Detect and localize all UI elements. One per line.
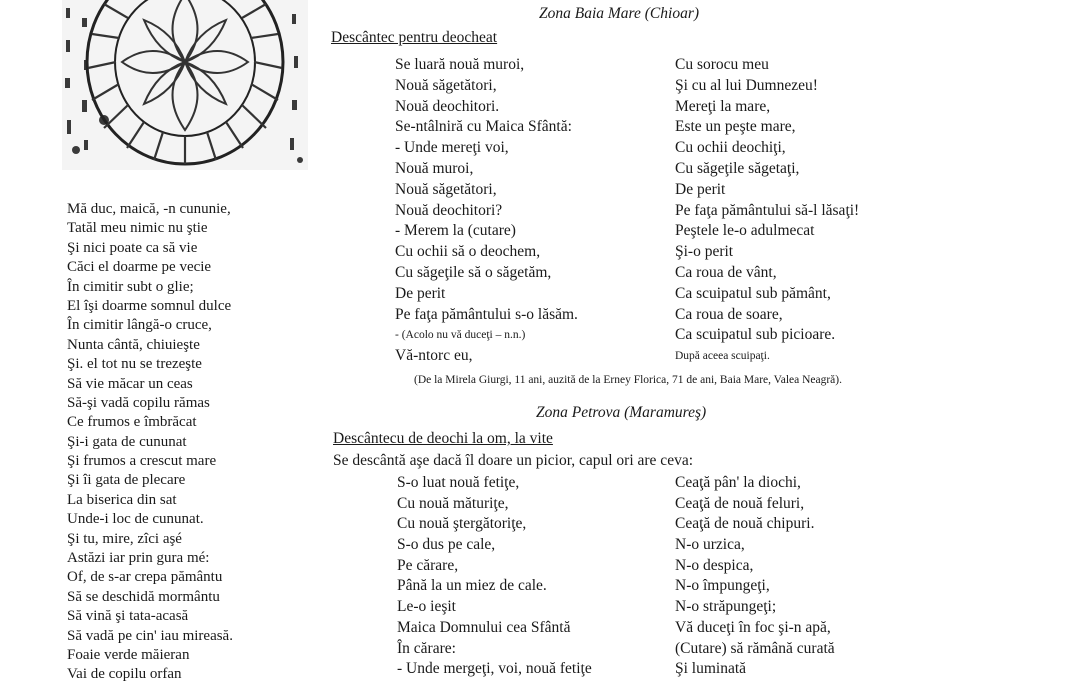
verse-line: S-o dus pe cale, — [397, 536, 496, 554]
verse-line: Nouă muroi, — [395, 159, 474, 177]
poem-line: Şi-i gata de cununat — [67, 433, 187, 450]
verse-line: Maica Domnului cea Sfântă — [397, 618, 571, 636]
poem-line: Ce frumos e îmbrăcat — [67, 414, 197, 431]
verse-line: Vă-ntorc eu, — [395, 347, 473, 365]
verse-line: - Unde mergeţi, voi, nouă fetiţe — [397, 660, 592, 678]
poem-line: Şi tu, mire, zîci aşé — [67, 530, 182, 547]
poem-line: Şi îi gata de plecare — [67, 472, 186, 489]
verse-line: (Cutare) să rămână curată — [675, 639, 835, 657]
verse-line: Ceaţă pân' la diochi, — [675, 474, 801, 491]
charm-column-right — [675, 55, 859, 367]
verse-line: Cu ochii deochiţi, — [675, 139, 786, 157]
poem-line: Unde-i loc de cununat. — [67, 511, 204, 528]
verse-line: N-o urzica, — [675, 536, 745, 554]
charm2-column-right — [675, 473, 835, 680]
wedding-poem — [67, 200, 327, 685]
poem-line: Astăzi iar prin gura mé: — [67, 550, 210, 567]
poem-line: Of, de s-ar crepa pământu — [67, 569, 223, 586]
poem-line: Tatăl meu nimic nu ştie — [67, 220, 208, 237]
verse-line: S-o luat nouă fetiţe, — [397, 474, 520, 491]
carved-rosette-ornament — [62, 0, 308, 170]
poem-line: Să vie măcar un ceas — [67, 375, 193, 392]
verse-line: Nouă deochitori. — [395, 97, 500, 115]
poem-line: Mă duc, maică, -n cununie, — [67, 201, 231, 217]
poem-line: Căci el doarme pe vecie — [67, 259, 212, 276]
verse-line: Ca scuipatul sub picioare. — [675, 326, 836, 344]
poem-line: Şi frumos a crescut mare — [67, 453, 217, 470]
poem-line: Şi. el tot nu se trezeşte — [67, 356, 202, 373]
verse-line: Până la un miez de cale. — [397, 577, 547, 595]
verse-line: Este un peşte mare, — [675, 118, 796, 136]
poem-line: El îşi doarme somnul dulce — [67, 297, 232, 314]
verse-line: Cu nouă ştergătoriţe, — [397, 515, 527, 533]
verse-line: - (Acolo nu vă duceţi – n.n.) — [395, 329, 526, 342]
verse-line: - Unde mereţi voi, — [395, 139, 509, 157]
section-title-deocheat: Descântec pentru deocheat — [331, 29, 498, 46]
verse-line: În cărare: — [397, 639, 456, 657]
verse-line: După aceea scuipaţi. — [675, 350, 770, 363]
poem-line: Şi nici poate ca să vie — [67, 239, 198, 256]
poem-line: Să vină şi tata-acasă — [67, 608, 189, 625]
verse-line: Pe cărare, — [397, 556, 459, 574]
poem-line: Vai de copilu orfan — [67, 666, 182, 683]
verse-line: N-o străpungeţi; — [675, 598, 777, 616]
verse-line: Nouă săgetători, — [395, 76, 497, 94]
verse-line: N-o despica, — [675, 556, 754, 574]
verse-line: Peştele le-o adulmecat — [675, 222, 815, 240]
charm2-column-left — [397, 473, 592, 680]
verse-line: Ceaţă de nouă feluri, — [675, 494, 805, 512]
verse-line: Pe faţa pământului să-l lăsaţi! — [675, 201, 860, 219]
verse-line: Ca roua de vânt, — [675, 263, 777, 281]
poem-line: Foaie verde măieran — [67, 646, 190, 663]
section-title-deochi-om-vite: Descântecu de deochi la om, la vite — [333, 430, 553, 447]
poem-line: În cimitir subt o glie; — [67, 278, 194, 295]
verse-line: Şi luminată — [675, 660, 747, 678]
verse-line: - Merem la (cutare) — [395, 222, 516, 240]
verse-line: Nouă săgetători, — [395, 180, 497, 198]
verse-line: De perit — [395, 284, 446, 302]
verse-line: Cu săgeţile să o săgetăm, — [395, 263, 552, 281]
verse-line: Cu ochii să o deochem, — [395, 243, 541, 261]
verse-line: Ceaţă de nouă chipuri. — [675, 515, 815, 533]
charm-column-left — [395, 55, 578, 367]
poem-line: La biserica din sat — [67, 491, 177, 508]
verse-line: Pe faţa pământului s-o lăsăm. — [395, 305, 578, 323]
verse-line: Şi cu al lui Dumnezeu! — [675, 76, 818, 94]
verse-line: Cu săgeţile săgetaţi, — [675, 159, 800, 177]
zone-title-petrova: Zona Petrova (Maramureş) — [536, 404, 707, 421]
verse-line: De perit — [675, 180, 726, 198]
source-note: (De la Mirela Giurgi, 11 ani, auzită de la Erney Florica, 71 de ani, Baia Mare, Valea Neagră). — [414, 374, 842, 386]
poem-line: Să vadă pe cin' iau mireasă. — [67, 627, 233, 644]
verse-line: Şi-o perit — [675, 243, 734, 261]
section-intro: Se descântă aşe dacă îl doare un picior, capul ori are ceva: — [333, 452, 694, 469]
verse-line: Se-ntâlniră cu Maica Sfântă: — [395, 118, 572, 136]
verse-line: Nouă deochitori? — [395, 201, 503, 219]
verse-line: Se luară nouă muroi, — [395, 56, 525, 73]
poem-line: Nunta cântă, chiuieşte — [67, 336, 200, 353]
poem-line: Să-şi vadă copilu rămas — [67, 394, 210, 411]
verse-line: Ca scuipatul sub pământ, — [675, 284, 831, 302]
verse-line: Cu sorocu meu — [675, 56, 769, 73]
verse-line: Mereţi la mare, — [675, 97, 771, 115]
verse-line: Cu nouă măturiţe, — [397, 494, 509, 512]
poem-line: În cimitir lângă-o cruce, — [67, 317, 212, 334]
verse-line: Vă duceţi în foc şi-n apă, — [675, 618, 831, 636]
verse-line: Ca roua de soare, — [675, 305, 783, 323]
verse-line: Le-o ieşit — [397, 598, 456, 616]
verse-line: N-o împungeţi, — [675, 577, 770, 595]
poem-line: Să se deschidă mormântu — [67, 588, 220, 605]
zone-title-baia-mare: Zona Baia Mare (Chioar) — [539, 5, 700, 22]
